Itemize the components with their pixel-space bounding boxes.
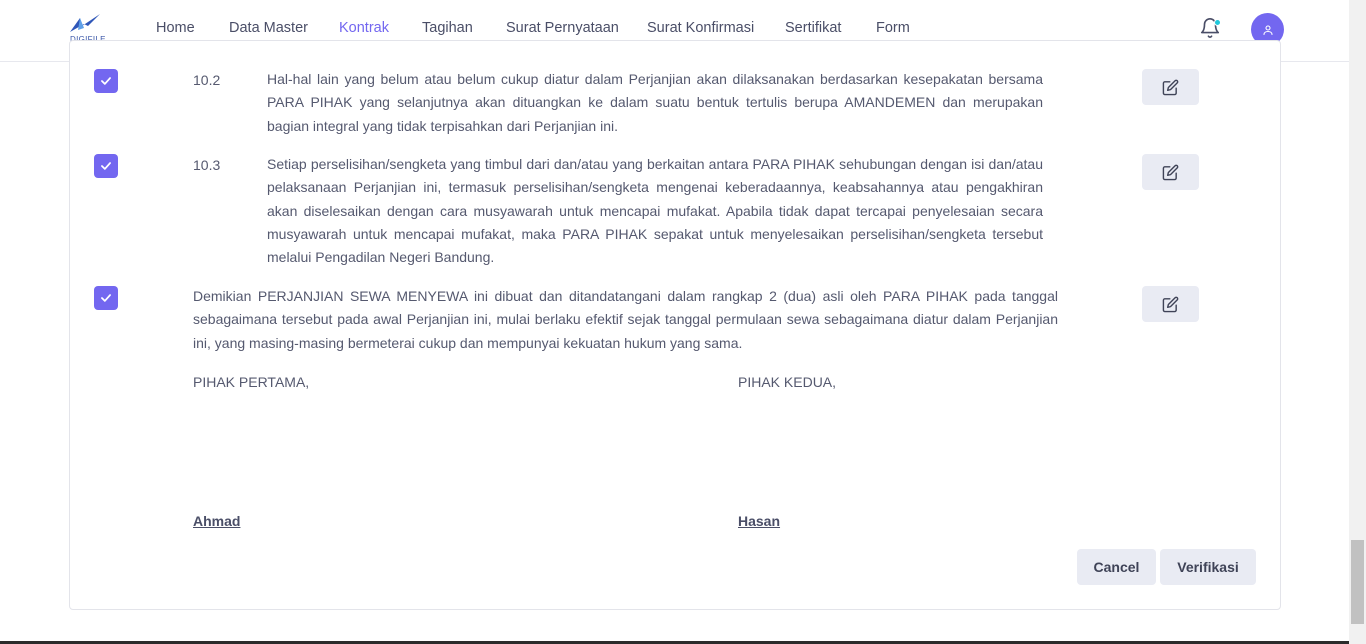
nav-item-kontrak[interactable]: Kontrak (339, 20, 389, 36)
nav-item-surat-konfirmasi[interactable]: Surat Konfirmasi (647, 20, 755, 36)
clause-text: Setiap perselisihan/sengketa yang timbul dari dan/atau yang berkaitan antara PARA PIHAK sehubungan dengan isi dan/atau pelaksanaan Perjanjian ini, termasuk perselisihan/sengketa mengenai keberadaannya, keabsahannya atau pengakhiran akan diselesaikan dengan cara musyawarah untuk mencapai mufakat. Apabila tidak dapat tercapai penyelesaian secara musyawarah untuk mencapai mufakat, maka PARA PIHAK sepakat untuk menyelesaikan perselisihan/sengketa tersebut melalui Pengadilan Negeri Bandung. (267, 156, 1043, 266)
clause-10-2-checkbox[interactable] (94, 69, 118, 93)
first-party-name: Ahmad (193, 513, 241, 529)
nav-item-tagihan[interactable]: Tagihan (422, 20, 473, 36)
edit-clause-10-2-button[interactable] (1142, 69, 1199, 105)
closing-clause-checkbox[interactable] (94, 286, 118, 310)
second-party-label: PIHAK KEDUA, (738, 374, 837, 390)
nav-item-surat-pernyataan[interactable]: Surat Pernyataan (506, 20, 619, 36)
clause-number: 10.2 (193, 72, 221, 88)
first-party-label: PIHAK PERTAMA, (193, 374, 310, 390)
scrollbar-thumb[interactable] (1351, 540, 1364, 624)
nav-item-data-master[interactable]: Data Master (229, 20, 308, 36)
clause-number: 10.3 (193, 157, 221, 173)
clause-10-3-checkbox[interactable] (94, 154, 118, 178)
second-party-name: Hasan (738, 513, 781, 529)
notification-dot (1214, 19, 1221, 26)
edit-icon (1162, 79, 1179, 96)
check-icon (99, 74, 113, 88)
nav-item-sertifikat[interactable]: Sertifikat (785, 20, 842, 36)
edit-clause-10-3-button[interactable] (1142, 154, 1199, 190)
edit-icon (1162, 296, 1179, 313)
check-icon (99, 291, 113, 305)
user-icon (1262, 24, 1274, 36)
edit-closing-clause-button[interactable] (1142, 286, 1199, 322)
closing-clause-text: Demikian PERJANJIAN SEWA MENYEWA ini dibuat dan ditandatangani dalam rangkap 2 (dua) asli oleh PARA PIHAK pada tanggal sebagaimana tersebut pada awal Perjanjian ini, mulai berlaku efektif sejak tanggal permulaan sewa sebagaimana diatur dalam Perjanjian ini, yang masing-masing bermeterai cukup dan mempunyai kekuatan hukum yang sama. (193, 288, 1058, 351)
clause-text: Hal-hal lain yang belum atau belum cukup diatur dalam Perjanjian akan dilaksanakan berdasarkan kesepakatan bersama PARA PIHAK yang selanjutnya akan dituangkan ke dalam suatu bentuk tertulis berupa AMANDEMEN dan merupakan bagian integral yang tidak terpisahkan dari Perjanjian ini. (267, 71, 1043, 134)
cancel-button[interactable]: Cancel (1077, 549, 1156, 585)
nav-item-home[interactable]: Home (156, 20, 195, 36)
edit-icon (1162, 164, 1179, 181)
verify-button[interactable]: Verifikasi (1160, 549, 1256, 585)
check-icon (99, 159, 113, 173)
nav-item-form[interactable]: Form (876, 20, 910, 36)
